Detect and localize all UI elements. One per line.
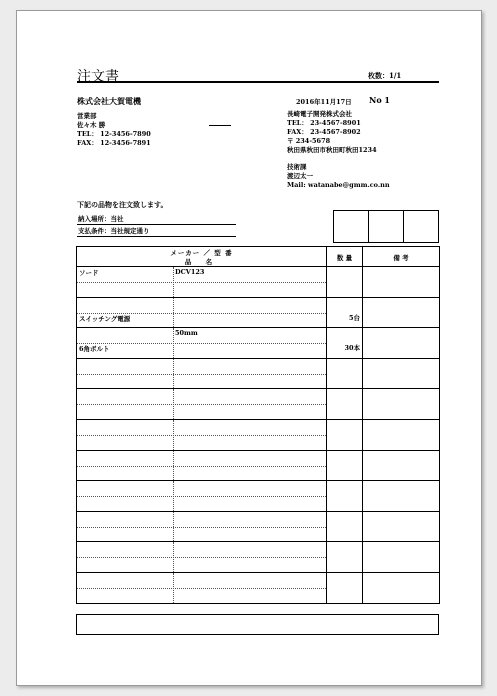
dotted-column-divider — [173, 573, 174, 603]
note-cell — [363, 358, 440, 389]
dotted-divider — [77, 527, 326, 528]
qty-cell — [327, 511, 363, 542]
item-cell — [77, 328, 327, 359]
header-qty-cell — [327, 247, 363, 267]
item-cell — [77, 297, 327, 328]
customer-person: 佐々木 勝 — [77, 121, 106, 129]
dotted-divider — [77, 343, 326, 344]
header-name: 品 名 — [184, 258, 219, 266]
note-cell — [363, 450, 440, 481]
supplier-contact — [287, 163, 390, 190]
table-row — [77, 511, 440, 542]
header-maker: メーカー ／ 型 番 — [170, 249, 233, 257]
customer-fax: FAX： 12-3456-7891 — [77, 139, 151, 147]
dotted-column-divider — [173, 481, 174, 511]
dotted-divider — [77, 557, 326, 558]
qty-cell — [327, 328, 363, 359]
table-row — [77, 297, 440, 328]
header-note-cell — [363, 247, 440, 267]
qty-cell — [327, 481, 363, 512]
qty-cell — [327, 389, 363, 420]
table-row — [77, 481, 440, 512]
customer-company: 株式会社大賀電機 — [77, 96, 141, 106]
table-row — [77, 267, 440, 298]
note-cell — [363, 542, 440, 573]
table-row — [77, 389, 440, 420]
dotted-divider — [77, 588, 326, 589]
dotted-column-divider — [173, 451, 174, 481]
stamp-box — [368, 211, 403, 242]
item-qty: 5台 — [348, 313, 360, 322]
customer-block — [77, 112, 151, 148]
supplier-section: 技術課 — [287, 163, 307, 171]
item-qty: 30本 — [344, 344, 360, 353]
dotted-column-divider — [173, 542, 174, 572]
dotted-column-divider — [173, 389, 174, 419]
order-date: 2016年11月17日 — [296, 98, 352, 106]
remarks-box — [76, 614, 439, 635]
header-note: 備 考 — [393, 254, 409, 262]
item-model: DCV123 — [175, 268, 205, 276]
dotted-divider — [77, 404, 326, 405]
note-cell — [363, 572, 440, 603]
qty-cell — [327, 419, 363, 450]
dotted-divider — [77, 496, 326, 497]
note-cell — [363, 419, 440, 450]
order-items-table — [76, 246, 440, 604]
item-cell — [77, 542, 327, 573]
payment-condition: 支払条件：当社規定通り — [77, 226, 236, 237]
supplier-mail: Mail: watanabe@gmm.co.nn — [287, 181, 390, 189]
document-page — [16, 10, 482, 686]
item-cell — [77, 572, 327, 603]
qty-cell — [327, 572, 363, 603]
dotted-column-divider — [173, 298, 174, 328]
title-underline — [77, 81, 439, 83]
table-row — [77, 450, 440, 481]
customer-department: 営業部 — [77, 112, 97, 120]
header-qty: 数 量 — [336, 254, 353, 262]
dotted-divider — [77, 466, 326, 467]
note-cell — [363, 511, 440, 542]
dotted-column-divider — [173, 267, 174, 297]
qty-cell — [327, 358, 363, 389]
stamp-box — [403, 211, 438, 242]
dotted-divider — [77, 374, 326, 375]
supplier-address: 秋田県秋田市秋田町秋田1234 — [287, 146, 377, 154]
item-cell — [77, 419, 327, 450]
note-cell — [363, 267, 440, 298]
supplier-postal: 〒 234-5678 — [287, 137, 331, 145]
item-cell — [77, 450, 327, 481]
item-cell — [77, 481, 327, 512]
approval-stamp-boxes — [333, 210, 439, 243]
supplier-fax: FAX： 23-4567-8902 — [287, 128, 361, 136]
note-cell — [363, 297, 440, 328]
customer-tel: TEL： 12-3456-7890 — [77, 130, 151, 138]
item-cell — [77, 389, 327, 420]
table-row — [77, 542, 440, 573]
table-row — [77, 419, 440, 450]
item-cell — [77, 358, 327, 389]
note-cell — [363, 328, 440, 359]
dotted-column-divider — [173, 512, 174, 542]
supplier-person: 渡辺太一 — [287, 172, 313, 180]
dotted-divider — [77, 435, 326, 436]
table-row — [77, 572, 440, 603]
item-maker: ソード — [79, 269, 99, 277]
dotted-column-divider — [173, 359, 174, 389]
dotted-column-divider — [173, 420, 174, 450]
note-cell — [363, 389, 440, 420]
item-name: スイッチング電源 — [79, 314, 131, 323]
item-cell — [77, 267, 327, 298]
header-maker-name — [77, 247, 327, 267]
order-number: No 1 — [369, 95, 390, 105]
separator-line — [209, 125, 231, 126]
table-row — [77, 328, 440, 359]
note-cell — [363, 481, 440, 512]
supplier-block — [287, 110, 377, 155]
qty-cell — [327, 297, 363, 328]
qty-cell — [327, 267, 363, 298]
table-header-row — [77, 247, 440, 267]
item-cell — [77, 511, 327, 542]
supplier-company: 長崎電子開発株式会社 — [287, 110, 352, 118]
stamp-box — [334, 211, 368, 242]
page-count: 枚数：1/1 — [368, 71, 402, 80]
item-model: 50mm — [175, 329, 198, 338]
dotted-divider — [77, 282, 326, 283]
delivery-condition: 納入場所：当社 — [77, 214, 236, 225]
qty-cell — [327, 450, 363, 481]
table-row — [77, 358, 440, 389]
item-name: 6角ボルト — [79, 345, 110, 354]
document-title: 注文書 — [77, 69, 119, 85]
qty-cell — [327, 542, 363, 573]
request-text: 下記の品物を注文致します。 — [77, 200, 168, 209]
supplier-tel: TEL： 23-4567-8901 — [287, 119, 361, 127]
dotted-column-divider — [173, 328, 174, 358]
